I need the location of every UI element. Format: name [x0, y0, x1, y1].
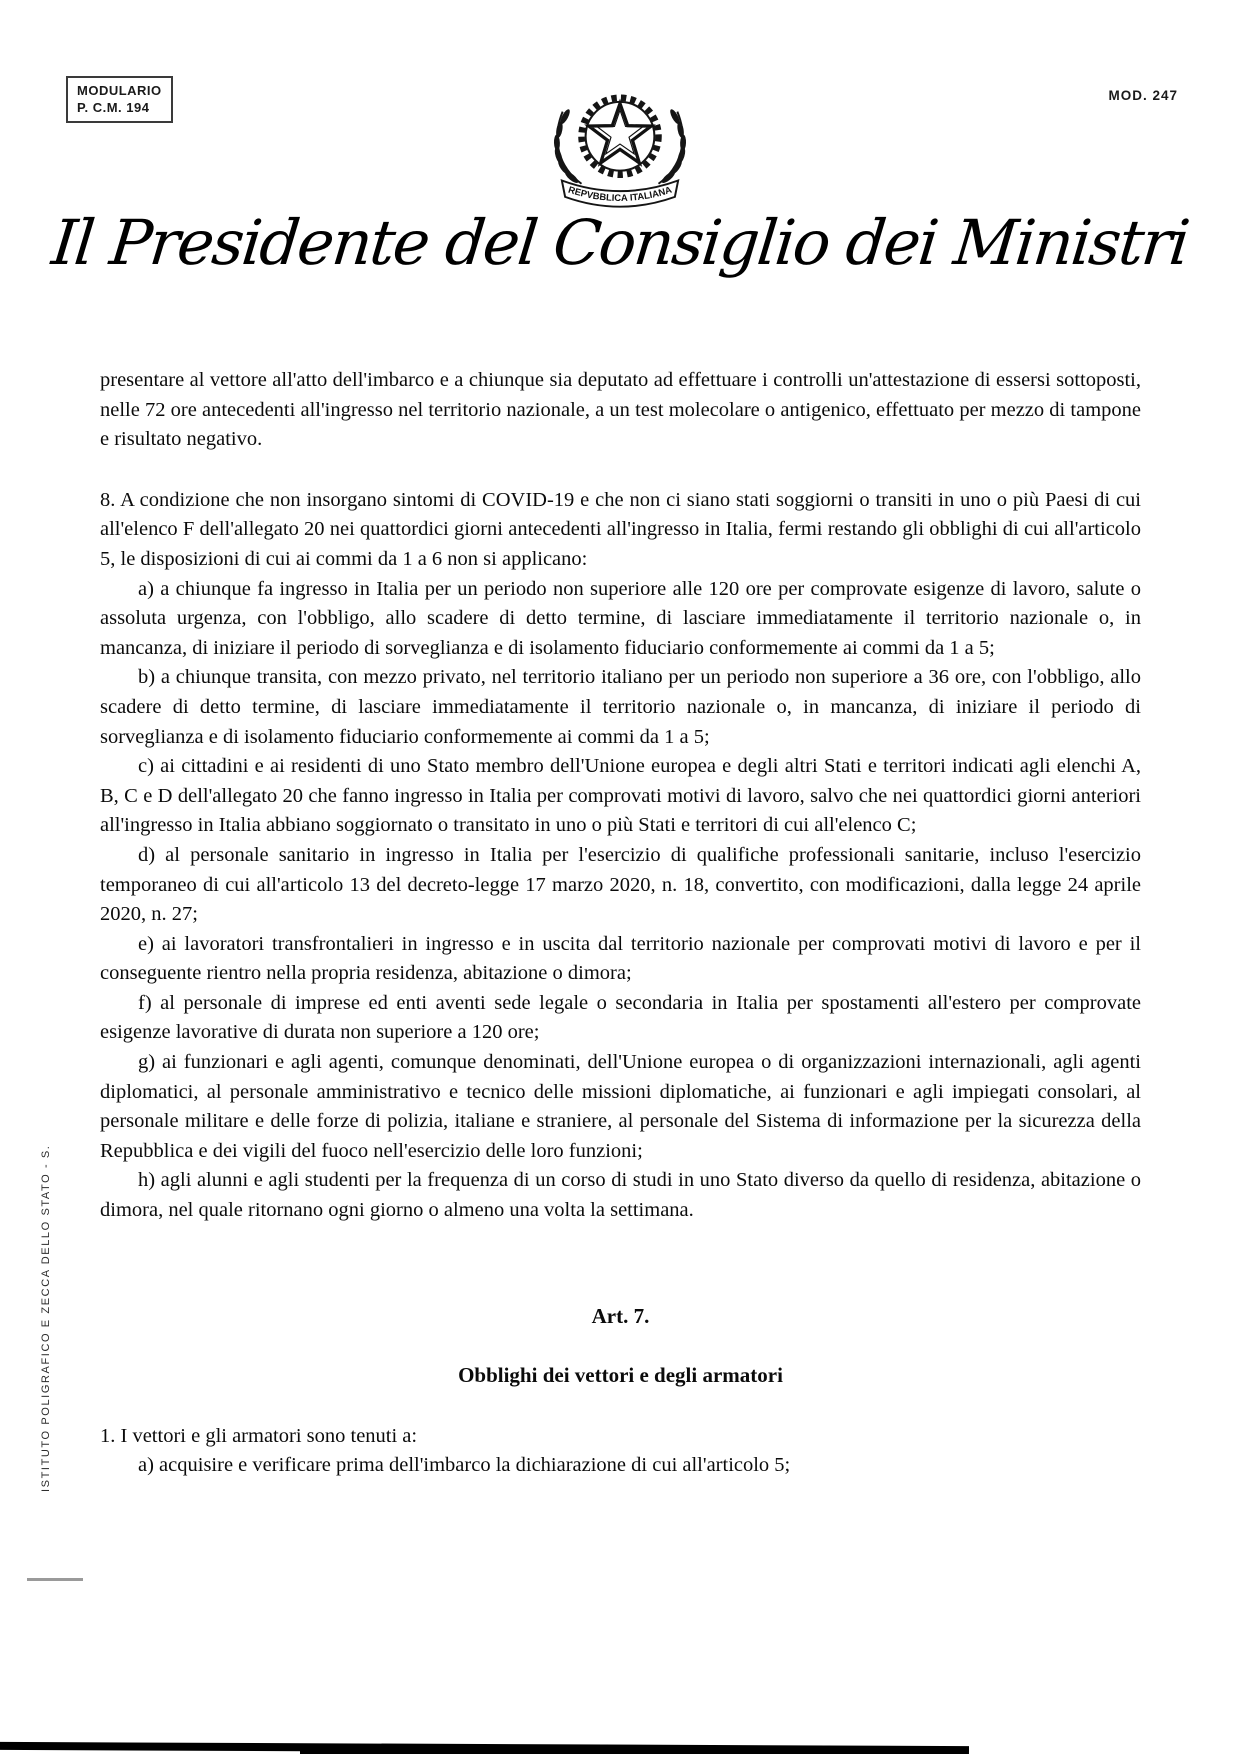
list-item-d: d) al personale sanitario in ingresso in Italia per l'esercizio di qualifiche professionali sanitarie, incluso l'esercizio temporaneo di cui all'articolo 13 del decreto-legge 17 marzo 2020, n. 18, convertito, con modificazioni, dalla legge 24 aprile 2020, n. 27; — [100, 843, 1141, 926]
paragraph-comma-8: 8. A condizione che non insorgano sintomi di COVID-19 e che non ci siano stati soggiorni o transiti in uno o più Paesi di cui all'elenco F dell'allegato 20 nei quattordici giorni antecedenti all'ingresso in Italia, fermi restando gli obblighi di cui all'articolo 5, le disposizioni di cui ai commi da 1 a 6 non si applicano: — [100, 488, 1141, 570]
scan-edge-bar-segment — [300, 1749, 960, 1754]
paragraph-continuation: presentare al vettore all'atto dell'imbarco e a chiunque sia deputato ad effettuare i controlli un'attestazione di essersi sottoposti, nelle 72 ore antecedenti all'ingresso nel territorio nazionale, a un test molecolare o antigenico, effettuato per mezzo di tampone e risultato negativo. — [100, 369, 1141, 451]
list-item-a: a) a chiunque fa ingresso in Italia per un periodo non superiore alle 120 ore per comprovate esigenze di lavoro, salute o assoluta urgenza, con l'obbligo, allo scadere di detto termine, di lasciare immediatamente il territorio nazionale o, in mancanza, di iniziare il periodo di sorveglianza e di isolamento fiduciario conformemente ai commi da 1 a 5; — [100, 577, 1141, 659]
emblem-banner-text: REPVBBLICA ITALIANA — [567, 183, 673, 203]
closing-comma-1: 1. I vettori e gli armatori sono tenuti a: — [100, 1424, 418, 1447]
italian-republic-emblem-icon — [534, 84, 706, 223]
list-item-g: g) ai funzionari e agli agenti, comunque denominati, dell'Unione europea o di organizzazioni internazionali, agli agenti diplomatici, al personale amministrativo e tecnico delle missioni diplomatiche, ai funzionari e agli impiegati consolari, al personale militare e delle forze di polizia, italiane e straniere, al personale del Sistema di informazione per la sicurezza della Repubblica e dei vigili del fuoco nell'esercizio delle loro funzioni; — [100, 1051, 1141, 1162]
closing-item-a: a) acquisire e verificare prima dell'imbarco la dichiarazione di cui all'articolo 5; — [138, 1454, 791, 1477]
modulario-stamp-box — [66, 76, 173, 123]
modulario-line1: MODULARIO — [77, 83, 162, 98]
letterhead-script-title: Il Presidente del Consiglio dei Ministri — [48, 206, 1192, 279]
article-number-heading: Art. 7. — [591, 1303, 650, 1328]
list-item-f: f) al personale di imprese ed enti aventi sede legale o secondaria in Italia per spostamenti all'estero per comprovate esigenze lavorative di durata non superiore a 120 ore; — [100, 991, 1141, 1044]
list-item-h: h) agli alunni e agli studenti per la frequenza di un corso di studi in uno Stato diverso da quello di residenza, abitazione o dimora, nel quale ritornano ogni giorno o almeno una volta la settimana. — [100, 1169, 1141, 1222]
document-body — [100, 366, 1141, 1481]
list-item-c: c) ai cittadini e ai residenti di uno Stato membro dell'Unione europea e degli altri Stati e territori indicati agli elenchi A, B, C e D dell'allegato 20 che fanno ingresso in Italia per comprovati motivi di lavoro, salvo che nei quattordici giorni anteriori all'ingresso in Italia abbiano soggiornato o transitato in uno o più Stati e territori di cui all'elenco C; — [100, 755, 1141, 837]
list-item-b: b) a chiunque transita, con mezzo privato, nel territorio italiano per un periodo non superiore a 36 ore, con l'obbligo, allo scadere di detto termine, di lasciare immediatamente il territorio nazionale o, in mancanza, di iniziare il periodo di sorveglianza e di isolamento fiduciario conformemente ai commi da 1 a 5; — [100, 666, 1141, 748]
list-item-e: e) ai lavoratori transfrontalieri in ingresso e in uscita dal territorio nazionale per comprovati motivi di lavoro e per il conseguente rientro nella propria residenza, abitazione o dimora; — [100, 932, 1141, 985]
modulario-line2: P. C.M. 194 — [77, 100, 150, 115]
pencil-mark-artifact — [27, 1578, 83, 1581]
mod-number: MOD. 247 — [1108, 88, 1178, 103]
article-subtitle-heading: Obblighi dei vettori e degli armatori — [458, 1363, 783, 1388]
printer-imprint-vertical-text: ISTITUTO POLIGRAFICO E ZECCA DELLO STATO - S. — [40, 1144, 52, 1492]
